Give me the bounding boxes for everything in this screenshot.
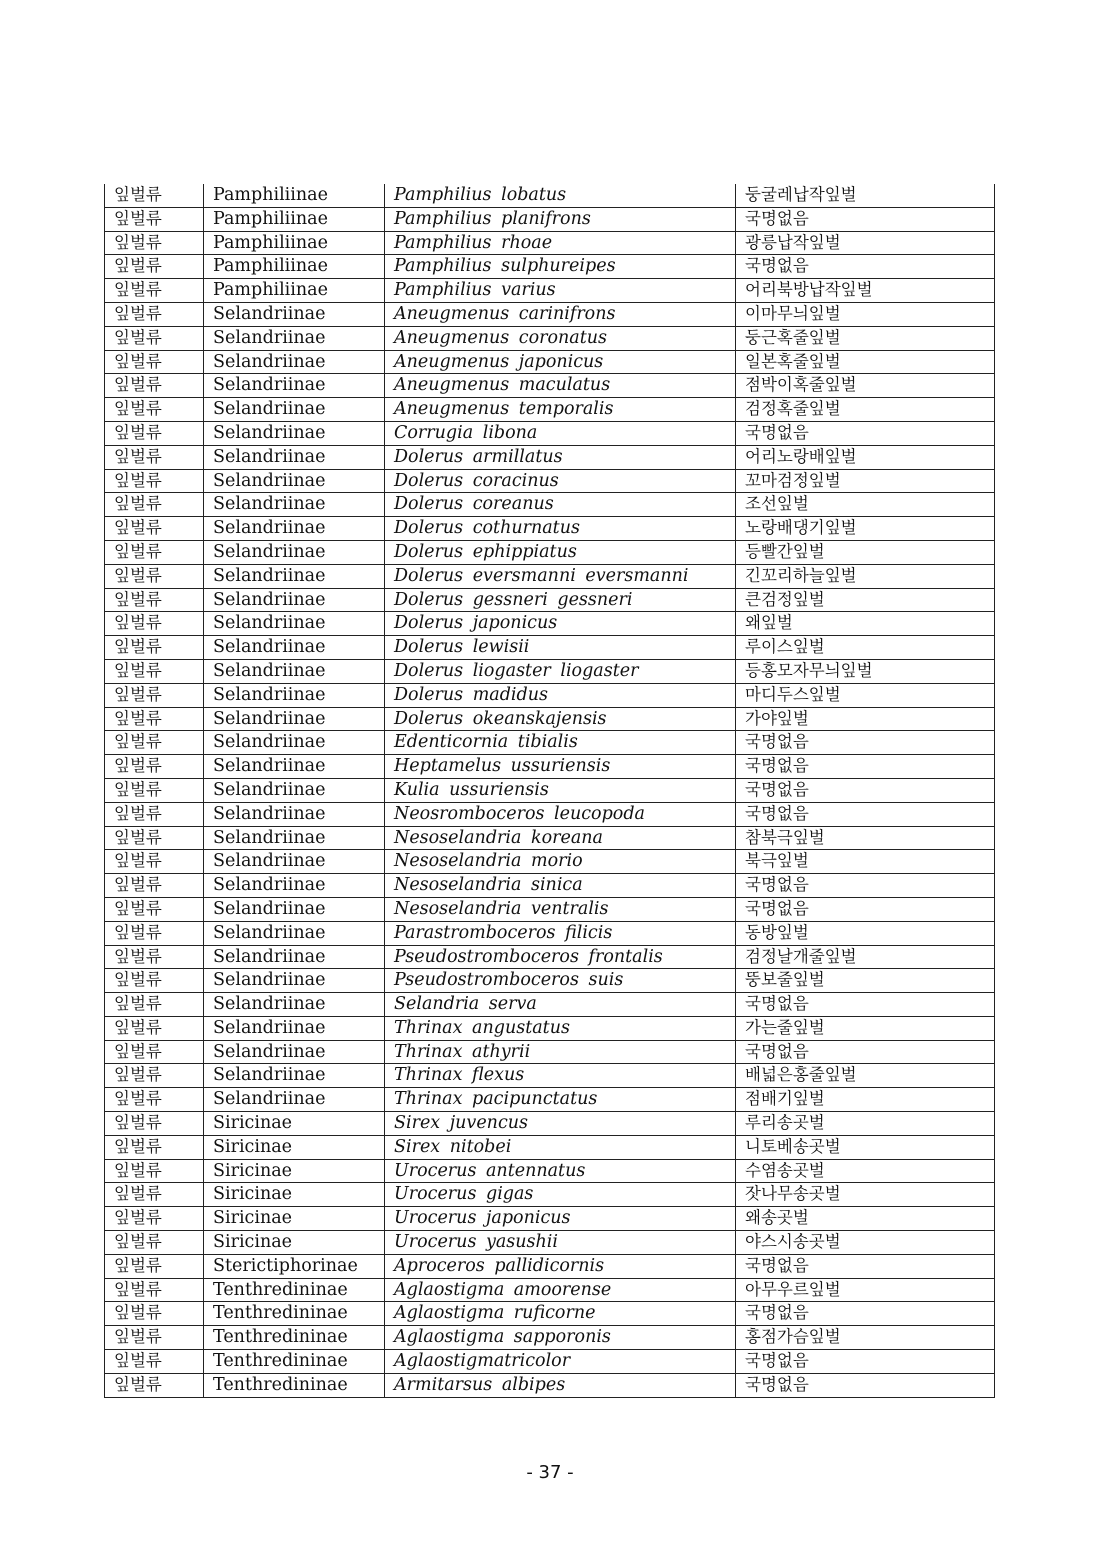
scientific-name-cell: Dolerus lewisii xyxy=(385,636,736,660)
subfamily-cell: Selandriinae xyxy=(204,326,385,350)
group-cell: 잎벌류 xyxy=(105,874,204,898)
subfamily-cell: Selandriinae xyxy=(204,659,385,683)
scientific-name-cell: Nesoselandria ventralis xyxy=(385,897,736,921)
table-row xyxy=(105,207,995,231)
subfamily-cell: Pamphiliinae xyxy=(204,207,385,231)
subfamily-cell: Selandriinae xyxy=(204,564,385,588)
scientific-name-cell: Dolerus coreanus xyxy=(385,493,736,517)
group-cell: 잎벌류 xyxy=(105,1350,204,1374)
table-row xyxy=(105,564,995,588)
subfamily-cell: Selandriinae xyxy=(204,897,385,921)
korean-name-cell: 국명없음 xyxy=(736,874,995,898)
subfamily-cell: Selandriinae xyxy=(204,350,385,374)
group-cell: 잎벌류 xyxy=(105,207,204,231)
table-row xyxy=(105,231,995,255)
scientific-name-cell: Nesoselandria sinica xyxy=(385,874,736,898)
group-cell: 잎벌류 xyxy=(105,683,204,707)
subfamily-cell: Siricinae xyxy=(204,1183,385,1207)
korean-name-cell: 루리송곳벌 xyxy=(736,1112,995,1136)
table-row xyxy=(105,398,995,422)
korean-name-cell: 노랑배댕기잎벌 xyxy=(736,517,995,541)
scientific-name-cell: Nesoselandria morio xyxy=(385,850,736,874)
subfamily-cell: Selandriinae xyxy=(204,945,385,969)
subfamily-cell: Pamphiliinae xyxy=(204,279,385,303)
korean-name-cell: 루이스잎벌 xyxy=(736,636,995,660)
group-cell: 잎벌류 xyxy=(105,897,204,921)
subfamily-cell: Pamphiliinae xyxy=(204,255,385,279)
table-row xyxy=(105,184,995,207)
table-row xyxy=(105,874,995,898)
table-row xyxy=(105,1159,995,1183)
group-cell: 잎벌류 xyxy=(105,326,204,350)
korean-name-cell: 큰검정잎벌 xyxy=(736,588,995,612)
table-row xyxy=(105,969,995,993)
korean-name-cell: 조선잎벌 xyxy=(736,493,995,517)
korean-name-cell: 등빨간잎벌 xyxy=(736,540,995,564)
table-row xyxy=(105,255,995,279)
table-row xyxy=(105,1278,995,1302)
scientific-name-cell: Parastromboceros filicis xyxy=(385,921,736,945)
subfamily-cell: Tenthredininae xyxy=(204,1302,385,1326)
korean-name-cell: 잣나무송곳벌 xyxy=(736,1183,995,1207)
group-cell: 잎벌류 xyxy=(105,184,204,207)
scientific-name-cell: Dolerus gessneri gessneri xyxy=(385,588,736,612)
subfamily-cell: Selandriinae xyxy=(204,874,385,898)
scientific-name-cell: Thrinax angustatus xyxy=(385,1016,736,1040)
group-cell: 잎벌류 xyxy=(105,493,204,517)
group-cell: 잎벌류 xyxy=(105,1278,204,1302)
table-row xyxy=(105,517,995,541)
table-row xyxy=(105,421,995,445)
subfamily-cell: Selandriinae xyxy=(204,445,385,469)
table-row xyxy=(105,850,995,874)
subfamily-cell: Selandriinae xyxy=(204,1064,385,1088)
table-row xyxy=(105,731,995,755)
subfamily-cell: Tenthredininae xyxy=(204,1278,385,1302)
korean-name-cell: 배넓은홍줄잎벌 xyxy=(736,1064,995,1088)
table-row xyxy=(105,1350,995,1374)
korean-name-cell: 둥근혹줄잎벌 xyxy=(736,326,995,350)
table-row xyxy=(105,659,995,683)
group-cell: 잎벌류 xyxy=(105,612,204,636)
page-number: - 37 - xyxy=(526,1462,574,1483)
scientific-name-cell: Nesoselandria koreana xyxy=(385,826,736,850)
group-cell: 잎벌류 xyxy=(105,1016,204,1040)
korean-name-cell: 둥굴레납작잎벌 xyxy=(736,184,995,207)
table-row xyxy=(105,1112,995,1136)
scientific-name-cell: Pseudostromboceros suis xyxy=(385,969,736,993)
group-cell: 잎벌류 xyxy=(105,659,204,683)
scientific-name-cell: Sirex juvencus xyxy=(385,1112,736,1136)
table-row xyxy=(105,1183,995,1207)
korean-name-cell: 왜잎벌 xyxy=(736,612,995,636)
table-row xyxy=(105,1135,995,1159)
korean-name-cell: 국명없음 xyxy=(736,1373,995,1397)
table-row xyxy=(105,540,995,564)
table-row xyxy=(105,350,995,374)
korean-name-cell: 국명없음 xyxy=(736,207,995,231)
table-row xyxy=(105,493,995,517)
table-row xyxy=(105,588,995,612)
table-row xyxy=(105,302,995,326)
group-cell: 잎벌류 xyxy=(105,421,204,445)
scientific-name-cell: Urocerus yasushii xyxy=(385,1231,736,1255)
korean-name-cell: 국명없음 xyxy=(736,755,995,779)
group-cell: 잎벌류 xyxy=(105,1112,204,1136)
korean-name-cell: 국명없음 xyxy=(736,421,995,445)
table-row xyxy=(105,993,995,1017)
korean-name-cell: 북극잎벌 xyxy=(736,850,995,874)
group-cell: 잎벌류 xyxy=(105,778,204,802)
group-cell: 잎벌류 xyxy=(105,1373,204,1397)
korean-name-cell: 뚱보줄잎벌 xyxy=(736,969,995,993)
species-table-body xyxy=(105,184,995,1397)
table-row xyxy=(105,921,995,945)
scientific-name-cell: Aneugmenus temporalis xyxy=(385,398,736,422)
subfamily-cell: Siricinae xyxy=(204,1135,385,1159)
table-row xyxy=(105,374,995,398)
table-row xyxy=(105,1302,995,1326)
subfamily-cell: Selandriinae xyxy=(204,731,385,755)
korean-name-cell: 국명없음 xyxy=(736,778,995,802)
korean-name-cell: 국명없음 xyxy=(736,1350,995,1374)
group-cell: 잎벌류 xyxy=(105,255,204,279)
scientific-name-cell: Aglaostigma ruficorne xyxy=(385,1302,736,1326)
table-row xyxy=(105,1040,995,1064)
korean-name-cell: 국명없음 xyxy=(736,993,995,1017)
group-cell: 잎벌류 xyxy=(105,231,204,255)
group-cell: 잎벌류 xyxy=(105,469,204,493)
scientific-name-cell: Pamphilius planifrons xyxy=(385,207,736,231)
scientific-name-cell: Aneugmenus carinifrons xyxy=(385,302,736,326)
table-row xyxy=(105,636,995,660)
group-cell: 잎벌류 xyxy=(105,731,204,755)
scientific-name-cell: Edenticornia tibialis xyxy=(385,731,736,755)
group-cell: 잎벌류 xyxy=(105,398,204,422)
group-cell: 잎벌류 xyxy=(105,1207,204,1231)
subfamily-cell: Selandriinae xyxy=(204,540,385,564)
scientific-name-cell: Sirex nitobei xyxy=(385,1135,736,1159)
korean-name-cell: 이마무늬잎벌 xyxy=(736,302,995,326)
group-cell: 잎벌류 xyxy=(105,517,204,541)
korean-name-cell: 왜송곳벌 xyxy=(736,1207,995,1231)
scientific-name-cell: Dolerus okeanskajensis xyxy=(385,707,736,731)
table-row xyxy=(105,1088,995,1112)
subfamily-cell: Selandriinae xyxy=(204,755,385,779)
subfamily-cell: Selandriinae xyxy=(204,1088,385,1112)
subfamily-cell: Pamphiliinae xyxy=(204,231,385,255)
table-row xyxy=(105,802,995,826)
subfamily-cell: Selandriinae xyxy=(204,1040,385,1064)
korean-name-cell: 일본혹줄잎벌 xyxy=(736,350,995,374)
subfamily-cell: Siricinae xyxy=(204,1231,385,1255)
korean-name-cell: 홍점가슴잎벌 xyxy=(736,1326,995,1350)
scientific-name-cell: Pamphilius lobatus xyxy=(385,184,736,207)
group-cell: 잎벌류 xyxy=(105,1088,204,1112)
subfamily-cell: Selandriinae xyxy=(204,493,385,517)
scientific-name-cell: Corrugia libona xyxy=(385,421,736,445)
subfamily-cell: Selandriinae xyxy=(204,921,385,945)
subfamily-cell: Selandriinae xyxy=(204,302,385,326)
group-cell: 잎벌류 xyxy=(105,993,204,1017)
table-row xyxy=(105,683,995,707)
table-row xyxy=(105,1373,995,1397)
korean-name-cell: 꼬마검정잎벌 xyxy=(736,469,995,493)
scientific-name-cell: Aneugmenus japonicus xyxy=(385,350,736,374)
group-cell: 잎벌류 xyxy=(105,1159,204,1183)
subfamily-cell: Selandriinae xyxy=(204,969,385,993)
scientific-name-cell: Thrinax athyrii xyxy=(385,1040,736,1064)
scientific-name-cell: Pamphilius sulphureipes xyxy=(385,255,736,279)
scientific-name-cell: Urocerus japonicus xyxy=(385,1207,736,1231)
scientific-name-cell: Aglaostigma amoorense xyxy=(385,1278,736,1302)
korean-name-cell: 마디두스잎벌 xyxy=(736,683,995,707)
table-row xyxy=(105,1326,995,1350)
subfamily-cell: Selandriinae xyxy=(204,802,385,826)
subfamily-cell: Selandriinae xyxy=(204,683,385,707)
scientific-name-cell: Dolerus madidus xyxy=(385,683,736,707)
subfamily-cell: Tenthredininae xyxy=(204,1326,385,1350)
subfamily-cell: Selandriinae xyxy=(204,612,385,636)
korean-name-cell: 국명없음 xyxy=(736,897,995,921)
subfamily-cell: Selandriinae xyxy=(204,421,385,445)
korean-name-cell: 검정혹줄잎벌 xyxy=(736,398,995,422)
group-cell: 잎벌류 xyxy=(105,755,204,779)
korean-name-cell: 가는줄잎벌 xyxy=(736,1016,995,1040)
scientific-name-cell: Dolerus ephippiatus xyxy=(385,540,736,564)
scientific-name-cell: Dolerus armillatus xyxy=(385,445,736,469)
group-cell: 잎벌류 xyxy=(105,279,204,303)
table-row xyxy=(105,1254,995,1278)
group-cell: 잎벌류 xyxy=(105,921,204,945)
scientific-name-cell: Armitarsus albipes xyxy=(385,1373,736,1397)
table-row xyxy=(105,279,995,303)
subfamily-cell: Tenthredininae xyxy=(204,1350,385,1374)
group-cell: 잎벌류 xyxy=(105,802,204,826)
scientific-name-cell: Urocerus antennatus xyxy=(385,1159,736,1183)
scientific-name-cell: Dolerus liogaster liogaster xyxy=(385,659,736,683)
subfamily-cell: Selandriinae xyxy=(204,517,385,541)
group-cell: 잎벌류 xyxy=(105,302,204,326)
subfamily-cell: Selandriinae xyxy=(204,588,385,612)
group-cell: 잎벌류 xyxy=(105,850,204,874)
korean-name-cell: 어리노랑배잎벌 xyxy=(736,445,995,469)
scientific-name-cell: Pseudostromboceros frontalis xyxy=(385,945,736,969)
korean-name-cell: 국명없음 xyxy=(736,1302,995,1326)
subfamily-cell: Selandriinae xyxy=(204,1016,385,1040)
scientific-name-cell: Dolerus coracinus xyxy=(385,469,736,493)
scientific-name-cell: Aglaostigmatricolor xyxy=(385,1350,736,1374)
group-cell: 잎벌류 xyxy=(105,1302,204,1326)
scientific-name-cell: Thrinax pacipunctatus xyxy=(385,1088,736,1112)
group-cell: 잎벌류 xyxy=(105,969,204,993)
table-row xyxy=(105,755,995,779)
subfamily-cell: Tenthredininae xyxy=(204,1373,385,1397)
group-cell: 잎벌류 xyxy=(105,826,204,850)
table-row xyxy=(105,1207,995,1231)
scientific-name-cell: Selandria serva xyxy=(385,993,736,1017)
group-cell: 잎벌류 xyxy=(105,1231,204,1255)
subfamily-cell: Selandriinae xyxy=(204,993,385,1017)
group-cell: 잎벌류 xyxy=(105,350,204,374)
scientific-name-cell: Aneugmenus coronatus xyxy=(385,326,736,350)
subfamily-cell: Selandriinae xyxy=(204,778,385,802)
scientific-name-cell: Aglaostigma sapporonis xyxy=(385,1326,736,1350)
subfamily-cell: Siricinae xyxy=(204,1159,385,1183)
subfamily-cell: Siricinae xyxy=(204,1112,385,1136)
group-cell: 잎벌류 xyxy=(105,1254,204,1278)
scientific-name-cell: Pamphilius rhoae xyxy=(385,231,736,255)
group-cell: 잎벌류 xyxy=(105,374,204,398)
scientific-name-cell: Aneugmenus maculatus xyxy=(385,374,736,398)
group-cell: 잎벌류 xyxy=(105,1064,204,1088)
group-cell: 잎벌류 xyxy=(105,1326,204,1350)
scientific-name-cell: Heptamelus ussuriensis xyxy=(385,755,736,779)
group-cell: 잎벌류 xyxy=(105,945,204,969)
korean-name-cell: 긴꼬리하늘잎벌 xyxy=(736,564,995,588)
scientific-name-cell: Neosromboceros leucopoda xyxy=(385,802,736,826)
korean-name-cell: 동방잎벌 xyxy=(736,921,995,945)
korean-name-cell: 광릉납작잎벌 xyxy=(736,231,995,255)
table-row xyxy=(105,1064,995,1088)
subfamily-cell: Selandriinae xyxy=(204,850,385,874)
scientific-name-cell: Dolerus japonicus xyxy=(385,612,736,636)
subfamily-cell: Selandriinae xyxy=(204,374,385,398)
table-row xyxy=(105,445,995,469)
subfamily-cell: Selandriinae xyxy=(204,398,385,422)
korean-name-cell: 국명없음 xyxy=(736,802,995,826)
group-cell: 잎벌류 xyxy=(105,564,204,588)
subfamily-cell: Selandriinae xyxy=(204,826,385,850)
scientific-name-cell: Thrinax flexus xyxy=(385,1064,736,1088)
group-cell: 잎벌류 xyxy=(105,1183,204,1207)
scientific-name-cell: Kulia ussuriensis xyxy=(385,778,736,802)
subfamily-cell: Siricinae xyxy=(204,1207,385,1231)
subfamily-cell: Sterictiphorinae xyxy=(204,1254,385,1278)
korean-name-cell: 국명없음 xyxy=(736,731,995,755)
group-cell: 잎벌류 xyxy=(105,1135,204,1159)
korean-name-cell: 국명없음 xyxy=(736,1254,995,1278)
table-row xyxy=(105,1231,995,1255)
group-cell: 잎벌류 xyxy=(105,540,204,564)
table-row xyxy=(105,826,995,850)
subfamily-cell: Selandriinae xyxy=(204,636,385,660)
korean-name-cell: 점박이혹줄잎벌 xyxy=(736,374,995,398)
group-cell: 잎벌류 xyxy=(105,588,204,612)
korean-name-cell: 가야잎벌 xyxy=(736,707,995,731)
korean-name-cell: 어리북방납작잎벌 xyxy=(736,279,995,303)
korean-name-cell: 니토베송곳벌 xyxy=(736,1135,995,1159)
table-row xyxy=(105,612,995,636)
scientific-name-cell: Dolerus eversmanni eversmanni xyxy=(385,564,736,588)
korean-name-cell: 국명없음 xyxy=(736,255,995,279)
subfamily-cell: Pamphiliinae xyxy=(204,184,385,207)
table-row xyxy=(105,469,995,493)
subfamily-cell: Selandriinae xyxy=(204,469,385,493)
korean-name-cell: 점배기잎벌 xyxy=(736,1088,995,1112)
table-row xyxy=(105,945,995,969)
table-row xyxy=(105,326,995,350)
scientific-name-cell: Urocerus gigas xyxy=(385,1183,736,1207)
group-cell: 잎벌류 xyxy=(105,636,204,660)
korean-name-cell: 야스시송곳벌 xyxy=(736,1231,995,1255)
subfamily-cell: Selandriinae xyxy=(204,707,385,731)
scientific-name-cell: Pamphilius varius xyxy=(385,279,736,303)
table-row xyxy=(105,778,995,802)
scientific-name-cell: Dolerus cothurnatus xyxy=(385,517,736,541)
scientific-name-cell: Aproceros pallidicornis xyxy=(385,1254,736,1278)
group-cell: 잎벌류 xyxy=(105,707,204,731)
korean-name-cell: 참북극잎벌 xyxy=(736,826,995,850)
korean-name-cell: 국명없음 xyxy=(736,1040,995,1064)
korean-name-cell: 등홍모자무늬잎벌 xyxy=(736,659,995,683)
table-row xyxy=(105,1016,995,1040)
korean-name-cell: 검정날개줄잎벌 xyxy=(736,945,995,969)
korean-name-cell: 아무우르잎벌 xyxy=(736,1278,995,1302)
group-cell: 잎벌류 xyxy=(105,445,204,469)
korean-name-cell: 수염송곳벌 xyxy=(736,1159,995,1183)
group-cell: 잎벌류 xyxy=(105,1040,204,1064)
species-table xyxy=(104,184,995,1398)
table-row xyxy=(105,707,995,731)
table-row xyxy=(105,897,995,921)
